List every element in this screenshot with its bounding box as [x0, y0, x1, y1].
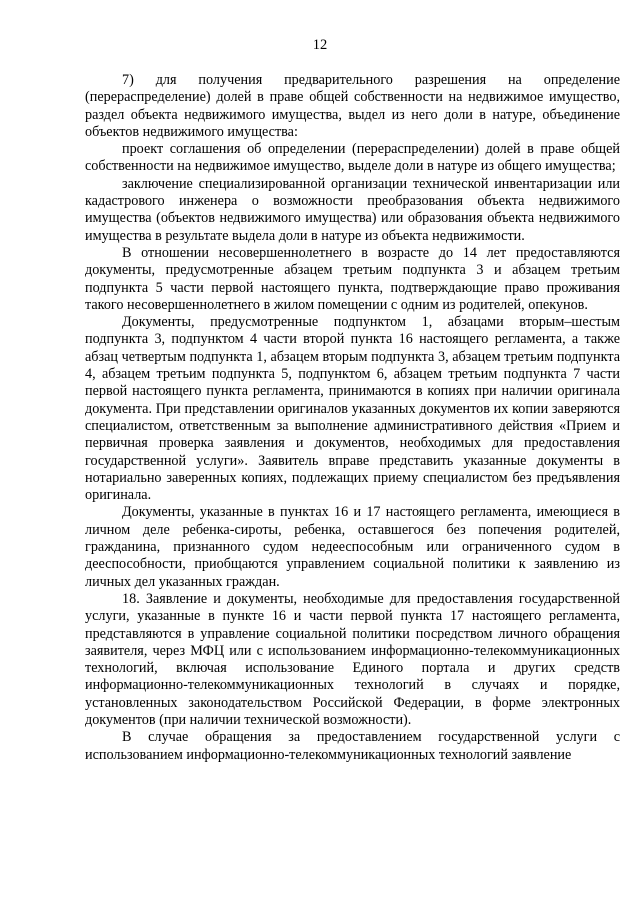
- document-body: [85, 72, 620, 764]
- paragraph: В отношении несовершеннолетнего в возрасте до 14 лет предоставляются документы, предусмотренные абзацем третьим подпункта 3 и абзацем третьим подпункта 5 части первой настоящего пункта, подтверждающие право проживания такого несовершеннолетнего в жилом помещении с одним из родителей, опекунов.: [85, 244, 620, 313]
- paragraph: Документы, предусмотренные подпунктом 1, абзацами вторым–шестым подпункта 3, подпунктом 4 части второй пункта 16 настоящего регламента, а также абзац четвертым подпункта 1, абзацем вторым подпункта 3, абзацем третьим подпункта 4, абзацем третьим подпункта 5, подпунктом 6, абзацем третьим подпункта 7 части первой настоящего пункта регламента, принимаются в копиях при наличии оригинала документа. При представлении оригиналов указанных документов их копии заверяются специалистом, ответственным за выполнение административного действия «Прием и первичная проверка заявления и документов, необходимых для предоставления государственной услуги». Заявитель вправе представить указанные документы в нотариально заверенных копиях, подлежащих приему специалистом без предъявления оригинала.: [85, 314, 620, 504]
- paragraph: Документы, указанные в пунктах 16 и 17 настоящего регламента, имеющиеся в личном деле ребенка-сироты, ребенка, оставшегося без попечения родителей, гражданина, признанного судом недееспособным или ограниченного судом в дееспособности, приобщаются управлением социальной политики к заявлению из личных дел указанных граждан.: [85, 504, 620, 590]
- paragraph: заключение специализированной организации технической инвентаризации или кадастрового инженера о возможности преобразования объекта недвижимого имущества (объектов недвижимого имущества) или образования объекта недвижимого имущества в результате выдела доли в натуре из объекта недвижимости.: [85, 175, 620, 244]
- page-number: 12: [312, 37, 328, 53]
- paragraph: 18. Заявление и документы, необходимые для предоставления государственной услуги, указанные в пункте 16 и части первой пункта 17 настоящего регламента, представляются в управление социальной политики посредством личного обращения заявителя, через МФЦ или с использованием информационно-телекоммуникационных технологий, включая использование Единого портала и других средств информационно-телекоммуникационных технологий в случаях и порядке, установленных законодательством Российской Федерации, в форме электронных документов (при наличии технической возможности).: [85, 590, 620, 728]
- paragraph: В случае обращения за предоставлением государственной услуги с использованием информационно-телекоммуникационных технологий заявление: [85, 729, 620, 763]
- paragraph: проект соглашения об определении (перераспределении) долей в праве общей собственности на недвижимое имущество, выделе доли в натуре из общего имущества;: [85, 141, 620, 175]
- paragraph: 7) для получения предварительного разрешения на определение (перераспределение) долей в праве общей собственности на недвижимое имущество, раздел объекта недвижимого имущества, выдел из него доли в натуре, объединение объектов недвижимого имущества:: [85, 72, 620, 140]
